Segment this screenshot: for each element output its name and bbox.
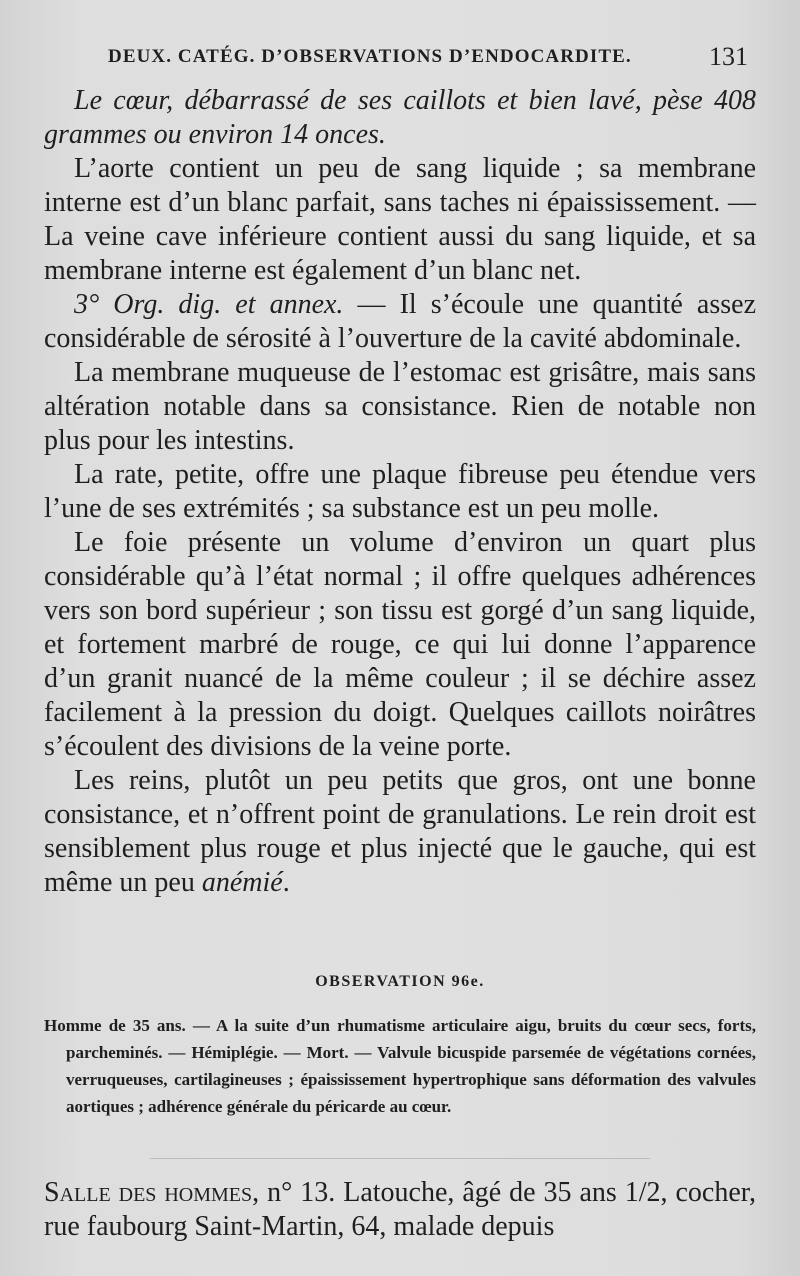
kidneys-italic: anémié — [201, 867, 283, 898]
paragraph-heart-weight: Le cœur, débarrassé de ses caillots et bien lavé, pèse 408 grammes ou environ 14 onces. — [44, 85, 756, 150]
main-text — [44, 84, 756, 900]
paragraph-spleen: La rate, petite, offre une plaque fibreuse peu étendue vers l’une de ses extrémités ; sa substance est un peu molle. — [44, 459, 756, 524]
divider-rule — [150, 1158, 650, 1159]
paragraph-kidneys — [44, 764, 756, 900]
paragraph-liver: Le foie présente un volume d’environ un quart plus considérable qu’à l’état normal ; il offre quelques adhérences vers son bord supérieur ; son tissu est gorgé d’un sang liquide, et fortement marbré de rouge, ce qui lui donne l’apparence d’un granit nuancé de la même couleur ; il se déchire assez facilement à la pression du doigt. Quelques caillots noirâtres s’écoulent des divisions de la veine porte. — [44, 527, 756, 762]
paragraph-stomach: La membrane muqueuse de l’estomac est grisâtre, mais sans altération notable dans sa consistance. Rien de notable non plus pour les intestins. — [44, 357, 756, 456]
case-intro-text: , n° 13. Latouche, âgé de 35 ans 1/2, cocher, rue faubourg Saint-Martin, 64, malade depuis — [44, 1177, 756, 1242]
observation-heading: OBSERVATION 96e. — [315, 973, 485, 990]
section-text: — Il s’écoule une quantité assez considérable de sérosité à l’ouverture de la cavité abdominale. — [44, 289, 756, 354]
kidneys-end: . — [282, 867, 290, 898]
paragraph-aorta: L’aorte contient un peu de sang liquide ; sa membrane interne est d’un blanc parfait, sans taches ni épaississement. — La veine cave inférieure contient aussi du sang liquide, et sa membrane interne est également d’un blanc net. — [44, 153, 756, 286]
ward-label: Salle des hommes — [44, 1177, 253, 1208]
paragraph-digestive-organs — [44, 288, 756, 356]
case-intro — [44, 1176, 756, 1244]
page-number: 131 — [709, 42, 748, 71]
summary-text: Homme de 35 ans. — A la suite d’un rhumatisme articulaire aigu, bruits du cœur secs, forts, parcheminés. — Hémiplégie. — Mort. — Valvule bicuspide parsemée de végétations cornées, verruqueuses, cartilagineuses ; épaississement hypertrophique sans déformation des valvules aortiques ; adhérence générale du péricarde au cœur. — [44, 1016, 756, 1116]
kidneys-text: Les reins, plutôt un peu petits que gros, ont une bonne consistance, et n’offrent point de granulations. Le rein droit est sensiblement plus rouge et plus injecté que le gauche, qui est même un peu — [44, 765, 756, 898]
section-label: 3° Org. dig. et annex. — [74, 289, 344, 320]
running-head: DEUX. CATÉG. D’OBSERVATIONS D’ENDOCARDITE. — [108, 46, 632, 67]
observation-summary — [44, 1012, 756, 1120]
page-header — [44, 42, 756, 78]
